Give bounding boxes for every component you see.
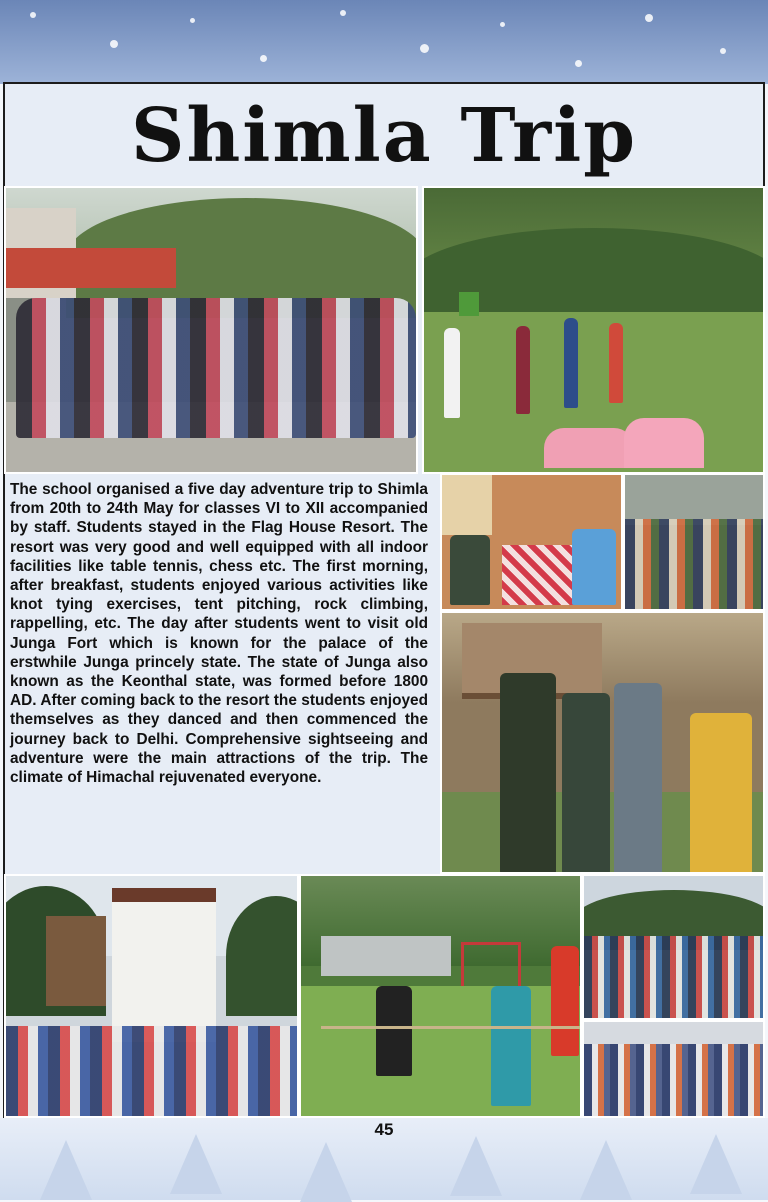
snowflake-icon (720, 48, 726, 54)
snowflake-icon (575, 60, 582, 67)
group-photo-resort (4, 186, 418, 474)
snowflake-icon (340, 10, 346, 16)
snowflake-icon (30, 12, 36, 18)
fort-students-photo (440, 611, 765, 874)
dining-photo (440, 473, 623, 611)
hillside-group-photo (582, 874, 765, 1020)
pine-tree-icon (170, 1134, 222, 1194)
snowflake-icon (260, 55, 267, 62)
pine-tree-icon (450, 1136, 502, 1196)
pine-tree-icon (40, 1140, 92, 1200)
tug-of-war-photo (299, 874, 582, 1118)
pine-tree-icon (690, 1134, 742, 1194)
snowflake-icon (500, 22, 505, 27)
snowflake-icon (420, 44, 429, 53)
lawn-activity-photo (422, 186, 765, 474)
top-decorative-band (0, 0, 768, 84)
seated-rows-group-photo (582, 1020, 765, 1118)
pine-tree-icon (300, 1142, 352, 1202)
pine-tree-icon (580, 1140, 632, 1200)
mall-road-group-photo (4, 874, 299, 1118)
snowflake-icon (190, 18, 195, 23)
page-number: 45 (374, 1120, 394, 1139)
page-title: Shimla Trip (131, 93, 637, 179)
seated-group-photo (623, 473, 765, 611)
article-body-text: The school organised a five day adventure trip to Shimla from 20th to 24th May for classes VI to XII accompanied by staff. Students stayed in the Flag House Resort. The resort was very good and well equipped with all indoor facilities like table tennis, chess etc. The first morning, after breakfast, students enjoyed various activities like knot tying exercises, tent pitching, rock climbing, rappelling, etc. The day after students went to visit old Junga Fort which is known for the palace of the erstwhile Junga princely state. The state of Junga also known as the Keonthal state, was formed before 1800 AD. After coming back to the resort the students enjoyed themselves as they danced and then commenced the journey back to Delhi. Comprehensive sightseeing and adventure were the main attractions of the trip. The climate of Himachal rejuvenated everyone. (10, 481, 428, 787)
snowflake-icon (110, 40, 118, 48)
snowflake-icon (645, 14, 653, 22)
